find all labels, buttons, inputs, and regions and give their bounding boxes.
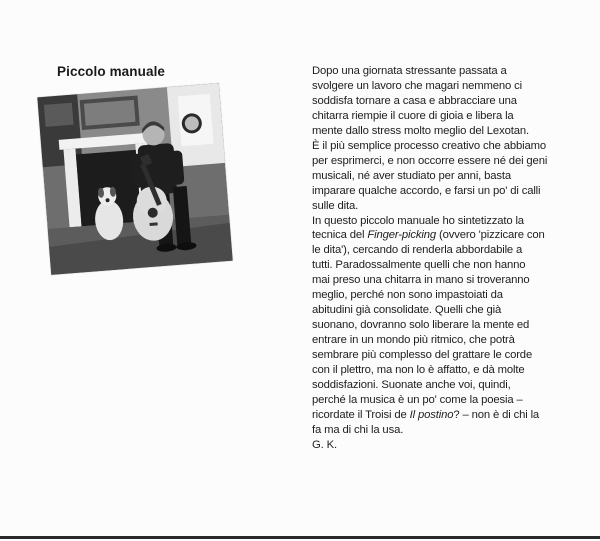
body-line: In questo piccolo manuale ho sintetizzato la bbox=[312, 214, 524, 227]
photo-man-with-guitar-and-dog-icon bbox=[37, 83, 232, 275]
body-text-fragment: (ovvero 'pizzicare con bbox=[436, 229, 545, 242]
body-line: fa ma di chi la usa. bbox=[312, 423, 404, 436]
body-line: perché la musica è un po' come la poesia – bbox=[312, 393, 523, 406]
body-line bbox=[312, 408, 580, 423]
body-line: svolgere un lavoro che magari nemmeno ci bbox=[312, 79, 523, 92]
body-line: abitudini già consolidate. Quelli che già bbox=[312, 304, 502, 317]
body-line: È il più semplice processo creativo che abbiamo bbox=[312, 139, 547, 152]
body-text-fragment: tecnica del bbox=[312, 229, 368, 242]
body-line: meglio, perché non sono impastoiati da bbox=[312, 289, 503, 302]
italic-term: Finger-picking bbox=[367, 229, 437, 242]
body-line: soddisfazioni. Suonate anche voi, quindi, bbox=[312, 379, 511, 392]
photo bbox=[37, 83, 232, 275]
body-line: mente dallo stress molto meglio del Lexotan. bbox=[312, 124, 529, 137]
body-line: per esprimerci, e non occorre essere né dei geni bbox=[312, 154, 548, 167]
body-line: sulle dita. bbox=[312, 199, 359, 212]
signature: G. K. bbox=[312, 438, 337, 451]
body-line: sembrare più complesso del grattare le corde bbox=[312, 349, 533, 362]
body-line: soddisfa tornare a casa e abbracciare una bbox=[312, 94, 517, 107]
body-text-fragment: ricordate il Troisi de bbox=[312, 408, 410, 421]
body-text bbox=[312, 64, 580, 453]
italic-title: Il postino bbox=[409, 408, 454, 421]
body-line: entrare in un mondo più ritmico, che potrà bbox=[312, 334, 515, 347]
bottom-border bbox=[0, 536, 600, 539]
body-line: imparare qualche accordo, e farsi un po' di calli bbox=[312, 184, 541, 197]
body-line: chitarra riempie il cuore di gioia e libera la bbox=[312, 109, 514, 122]
body-line: musicali, né aver studiato per anni, basta bbox=[312, 169, 512, 182]
body-text-fragment: ? – non è di chi la bbox=[453, 408, 540, 421]
page-title: Piccolo manuale bbox=[57, 64, 166, 79]
body-line: suonano, dovranno solo liberare la mente ed bbox=[312, 319, 530, 332]
body-line: Dopo una giornata stressante passata a bbox=[312, 65, 507, 77]
body-line: con il plettro, ma non lo è affatto, e dà molte bbox=[312, 364, 525, 377]
body-line: le dita'), cercando di renderla abbordabile a bbox=[312, 244, 523, 257]
body-line bbox=[312, 228, 580, 243]
body-line: mai preso una chitarra in mano si troveranno bbox=[312, 274, 530, 287]
body-line: tutti. Paradossalmente quelli che non hanno bbox=[312, 259, 526, 272]
